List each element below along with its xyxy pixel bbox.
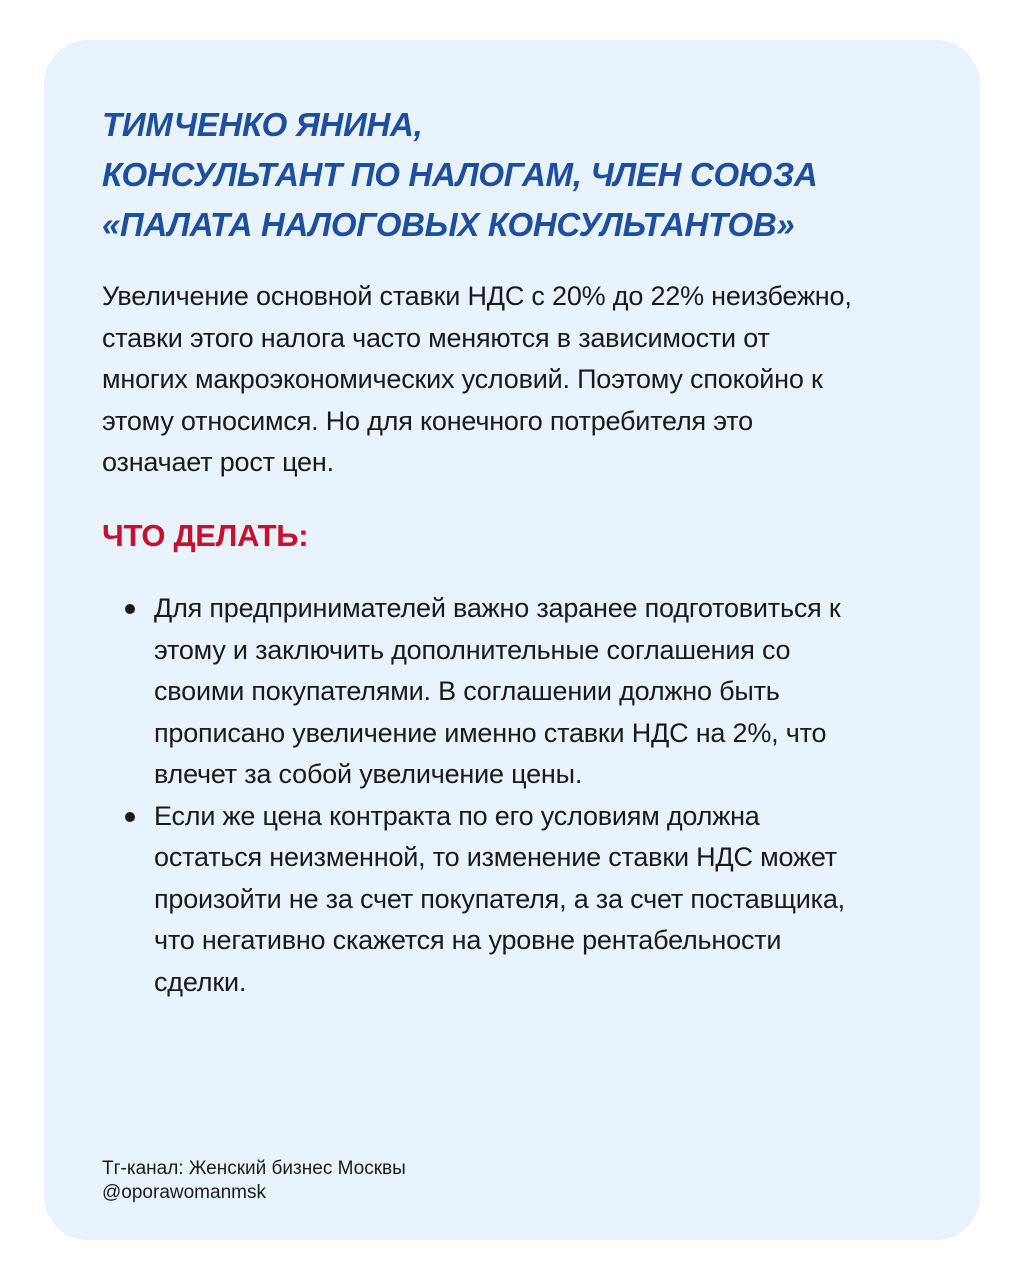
list-item-line: остаться неизменной, то изменение ставки НДС может [154,842,837,872]
list-item-line: Если же цена контракта по его условиям должна [154,800,760,831]
intro-line: означает рост цен. [102,447,334,477]
list-item [102,588,942,796]
list-item-line: прописано увеличение именно ставки НДС на 2%, что [154,717,827,748]
heading-line-name: ТИМЧЕНКО ЯНИНА, [102,106,423,143]
intro-line: многих макроэкономических условий. Поэтому спокойно к [102,364,823,394]
footer-credits [102,1157,406,1205]
list-item-line: произойти не за счет покупателя, а за счет поставщика, [154,883,845,914]
list-item-line: Для предпринимателей важно заранее подготовиться к [154,593,841,623]
list-item-line: влечет за собой увеличение цены. [154,759,583,789]
content-card [44,40,980,1240]
list-item-line: этому и заключить дополнительные соглашения со [154,634,791,665]
intro-line: ставки этого налога часто меняются в зависимости от [102,322,770,353]
intro-paragraph [102,276,942,484]
intro-line: этому относимся. Но для конечного потребителя это [102,405,753,436]
list-item [102,796,942,1004]
list-item-line: что негативно скажется на уровне рентабельности [154,925,782,955]
bullet-icon [125,604,135,614]
author-heading [102,100,942,250]
footer-handle: @oporawomanmsk [102,1182,266,1203]
bullet-icon [125,812,135,822]
recommendation-list [102,588,942,1003]
list-item-line: своими покупателями. В соглашении должно быть [154,676,780,706]
heading-line-role: КОНСУЛЬТАНТ ПО НАЛОГАМ, ЧЛЕН СОЮЗА [102,156,818,193]
list-item-line: сделки. [154,966,247,997]
section-title: ЧТО ДЕЛАТЬ: [102,518,309,553]
footer-channel: Тг-канал: Женский бизнес Москвы [102,1158,406,1179]
intro-line: Увеличение основной ставки НДС с 20% до 22% неизбежно, [102,281,852,311]
heading-line-organization: «ПАЛАТА НАЛОГОВЫХ КОНСУЛЬТАНТОВ» [102,206,795,243]
